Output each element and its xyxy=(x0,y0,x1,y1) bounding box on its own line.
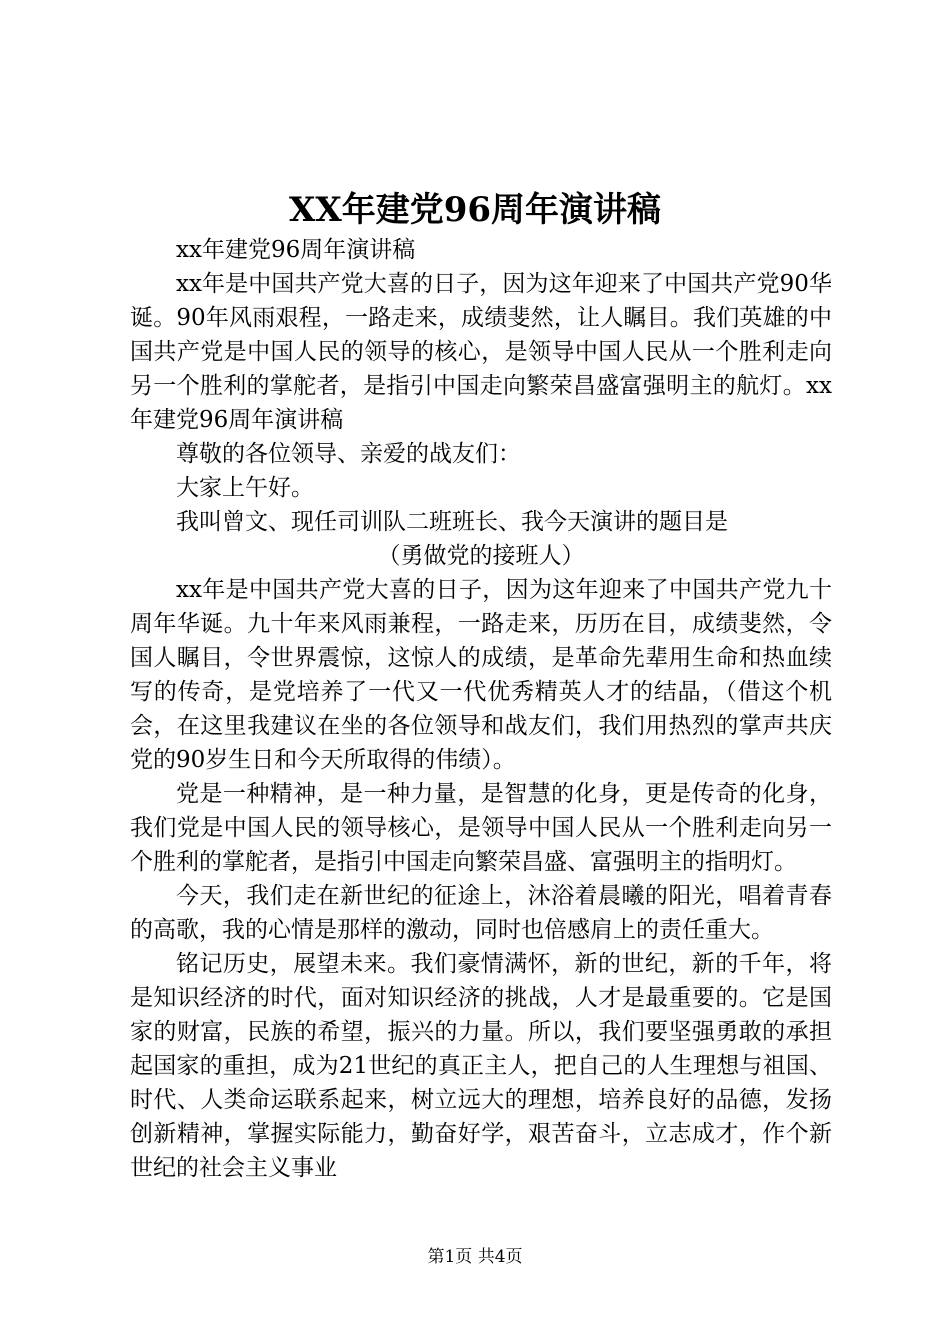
speech-topic: （勇做党的接班人） xyxy=(377,543,585,569)
paragraph: 党是一种精神，是一种力量，是智慧的化身，更是传奇的化身，我们党是中国人民的领导核心，是领导中国人民从一个胜利走向另一个胜利的掌舵者，是指引中国走向繁荣昌盛、富强明主的指明灯。 xyxy=(130,781,832,875)
paragraph-heading: xx年建党96周年演讲稿 xyxy=(176,237,416,263)
paragraph: 铭记历史，展望未来。我们豪情满怀，新的世纪，新的千年，将是知识经济的时代，面对知识经济的挑战，人才是最重要的。它是国家的财富，民族的希望，振兴的力量。所以，我们要坚强勇敢的承担起国家的重担，成为21世纪的真正主人，把自己的人生理想与祖国、时代、人类命运联系起来，树立远大的理想，培养良好的品德，发扬创新精神，掌握实际能力，勤奋好学，艰苦奋斗，立志成才，作个新世纪的社会主义事业 xyxy=(130,951,832,1181)
document-body xyxy=(130,233,832,1185)
page-title: XX年建党96周年演讲稿 xyxy=(288,190,662,230)
paragraph: xx年是中国共产党大喜的日子，因为这年迎来了中国共产党九十周年华诞。九十年来风雨兼程，一路走来，历历在目，成绩斐然，令国人瞩目，令世界震惊，这惊人的成绩，是革命先辈用生命和热血续写的传奇，是党培养了一代又一代优秀精英人才的结晶，（借这个机会，在这里我建议在坐的各位领导和战友们，我们用热烈的掌声共庆党的90岁生日和今天所取得的伟绩）。 xyxy=(130,577,832,773)
page-number-footer: 第1页 共4页 xyxy=(427,1247,523,1267)
paragraph: 今天，我们走在新世纪的征途上，沐浴着晨曦的阳光，唱着青春的高歌，我的心情是那样的激动，同时也倍感肩上的责任重大。 xyxy=(130,883,832,943)
paragraph-salutation: 尊敬的各位领导、亲爱的战友们： xyxy=(176,441,521,467)
paragraph: xx年是中国共产党大喜的日子，因为这年迎来了中国共产党90华诞。90年风雨艰程，一路走来，成绩斐然，让人瞩目。我们英雄的中国共产党是中国人民的领导的核心，是领导中国人民从一个胜利走向另一个胜利的掌舵者，是指引中国走向繁荣昌盛富强明主的航灯。xx年建党96周年演讲稿 xyxy=(130,271,832,433)
paragraph-greeting: 大家上午好。 xyxy=(176,475,314,501)
paragraph-introduction: 我叫曾文、现任司训队二班班长、我今天演讲的题目是 xyxy=(176,509,728,535)
